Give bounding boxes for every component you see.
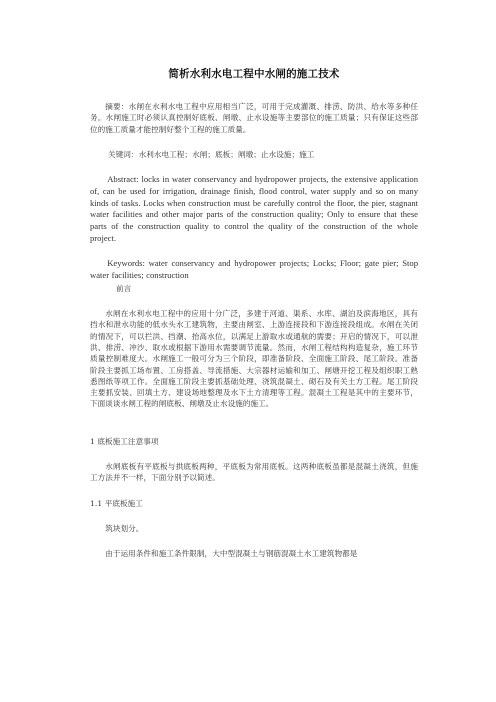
intro-paragraph: 水闸在水利水电工程中的应用十分广泛，多建于河道、渠系、水库、湖泊及滨海地区，具有挡水和泄水功能的低水头水工建筑物，主要由闸室、上游连接段和下游连接段组成。水闸在关闭的情况下，可以拦洪、挡潮、抬高水位，以满足上游取水或通航的需要；开启的情况下，可以泄洪、排涝、冲沙、取水或根据下游用水需要调节流量。然而，水闸工程结构构造复杂，施工环节质量控制难度大。水闸施工一般可分为三个阶段，即准备阶段、全面施工阶段、尾工阶段。准备阶段主要抓工场布置、工房搭盖、导流措施、大宗器材运输和加工、闸塘开挖工程及组织职工熟悉图纸等项工作。全面施工阶段主要抓基础处理、浇筑混凝土、砌石及有关土方工程。尾工阶段主要抓安装、回填土方、建设场地整理及水下土方清理等工程。混凝土工程是其中的主要环节，下面谈谈水闸工程的闸底板、闸墩及止水设施的施工。	[90, 309, 418, 409]
section-1-1-heading: 1.1 平底板施工	[90, 498, 143, 508]
keywords-zh: 关键词：水利水电工程；水闸；底板；闸墩；止水设施；施工	[108, 149, 315, 159]
section-1-body: 水闸底板有平底板与拱底板两种，平底板为常用底板。这两种底板虽都是混凝土浇筑，但施工方法并不一样，下面分别予以简述。	[90, 462, 418, 483]
keywords-en: Keywords: water conservancy and hydropower projects; Locks; Floor; gate pier; Stop water facilities; construction	[90, 258, 418, 281]
page-title: 简析水利水电工程中水闸的施工技术	[168, 68, 340, 80]
section-1-1-body: 由于运用条件和施工条件限制，大中型混凝土与钢筋混凝土水工建筑物都是	[105, 549, 358, 559]
preface-label: 前言	[116, 283, 132, 293]
abstract-zh: 摘要：水闸在水利水电工程中应用相当广泛，可用于完成灌溉、排涝、防洪、给水等多种任务。水闸施工时必须认真控制好底板、闸墩、止水设施等主要部位的施工质量；只有保证这些部位的施工质量才能控制好整个工程的施工质量。	[90, 102, 418, 134]
abstract-en: Abstract: locks in water conservancy and hydropower projects, the extensive application of, can be used for irrigation, drainage finish, flood control, water supply and so on many kinds of tasks. Locks when construction must be carefully control the floor, the pier, stagnant water facilities and other major parts of the construction quality; Only to ensure that these parts of the construction quality to control the quality of the construction of the whole project.	[90, 174, 418, 243]
section-1-heading: 1 底板施工注意事项	[90, 436, 159, 446]
section-1-1-subheading: 筑块划分。	[105, 523, 144, 533]
